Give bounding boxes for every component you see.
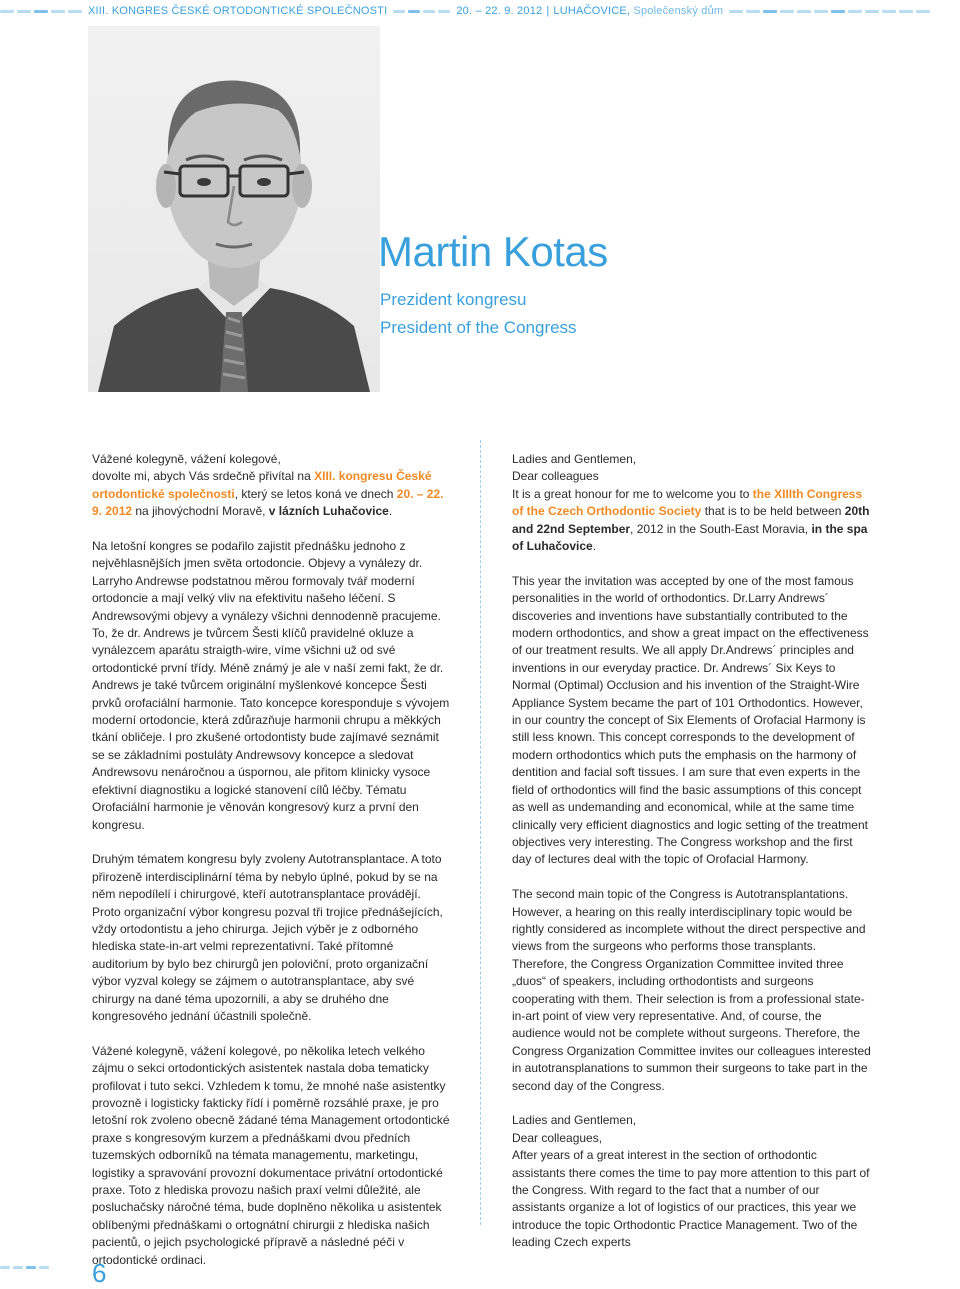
english-salutation-2: Dear colleagues, xyxy=(512,1130,603,1145)
english-congress-location: in the spa of Luhačovice xyxy=(512,521,868,554)
english-greeting-2: Ladies and Gentlemen, xyxy=(512,1113,637,1128)
english-congress-dates: 20th and 22nd September xyxy=(512,504,870,536)
czech-paragraph-assistants: Vážené kolegyně, vážení kolegové, po několika letech velkého zájmu o sekci ortodontických asistentek nastala doba tematicky profilovat i tuto sekci. Vzhledem k tomu, že mnohé naše asistentky provozně i logisticky fakticky řídí i poměrně rozsáhlé praxe, je pro letošní rok zvoleno obecně žádané téma Management ortodontické praxe s kongresovým kurzem a přednáškami dvou předních tuzemských odborníků na témata managementu, marketingu, logistiky a spravování provozní dokumentace privátní ortodontické praxe. Toto z hlediska provozu našich praxí velmi důležité, ale posluchačsky náročné téma, bude doplněno několika u asistentek oblíbenými přednáškami o ortognátní chirurgii z hlediska našich pacientů, o jejich psychologické přípravě a následné péči v ortodontické ordinaci. xyxy=(92,1043,450,1267)
english-paragraph-autotransplant: The second main topic of the Congress is Autotransplantations. However, a hearing on this really interdisciplinary topic would be rightly considered as incomplete without the direct perspective and views from the surgeons who performs those transplants. Therefore, the Congress Organization Committee invited three „duos“ of speakers, including orthodontists and surgeons cooperating with them. Their selection is from a professional state-in-art point of view very representative. And, of course, the audience would not be complete without surgeons. Therefore, the Congress Organization Committee invites our colleagues interested in autotransplanations to summon their surgeons to take part in the second day of the Congress. xyxy=(512,887,871,1093)
english-welcome-period: . xyxy=(592,539,597,554)
czech-welcome-text: dovolte mi, abych Vás srdečně přivítal na xyxy=(92,469,315,484)
czech-greeting: Vážené kolegyně, vážení kolegové, xyxy=(92,452,281,466)
header-venue: Společenský dům xyxy=(633,5,724,17)
czech-congress-name: XIII. kongresu České ortodontické společnosti xyxy=(92,469,432,501)
page-number: 6 xyxy=(92,1258,107,1288)
english-welcome-text-2: that is to be held between xyxy=(701,504,845,519)
header-city: LUHAČOVICE, xyxy=(553,5,631,17)
czech-text-column xyxy=(92,451,450,1269)
footer-dashes xyxy=(0,1266,49,1269)
english-welcome-text: It is a great honour for me to welcome you to xyxy=(512,486,753,501)
czech-welcome-text-3: na jihovýchodní Moravě, xyxy=(132,504,269,519)
header-event-title xyxy=(82,5,393,17)
english-text-column xyxy=(512,451,872,1252)
header-event: XIII. KONGRES ČESKÉ ORTODONTICKÉ SPOLEČNOSTI xyxy=(88,5,388,17)
english-greeting: Ladies and Gentlemen, xyxy=(512,452,637,466)
footer-decoration xyxy=(0,1266,49,1269)
portrait-photo xyxy=(88,26,380,392)
czech-paragraph-andrews: Na letošní kongres se podařilo zajistit přednášku jednoho z nejvěhlasnějších jmen světa ortodoncie. Objevy a vynálezy dr. Larryho Andrewse podstatnou měrou formovaly tvář moderní ortodoncie a mají velký vliv na efektivitu našeho léčení. S Andrewsovými objevy a vynálezy všichni dennodenně pracujeme. To, že dr. Andrews je tvůrcem Šesti klíčů pravidelné okluze a vynálezcem aparátu straigth-wire, víme všichni už od své ortodontické první třídy. Méně známý je ale v naší zemi fakt, že dr. Andrews je také tvůrcem originální myšlenkové koncepce Šesti prvků orofaciální harmonie. Tato koncepce koresponduje s vývojem moderní ortodoncie, která zdůrazňuje harmonii chrupu a měkkých tkání obličeje. I pro zkušené ortodontisty bude zajímavé seznámit se se základními postuláty Andrewsovy koncepce a sledovat Andrewsovu nenáročnou a úspornou, ale přitom klinicky vysoce efektivní diagnostiku a logické stanovení cílů léčby. Tématu Orofaciální harmonie je věnován kongresový kurz a první den kongresu. xyxy=(92,539,450,832)
header-dates: 20. – 22. 9. 2012 xyxy=(456,5,543,17)
czech-congress-dates: 20. – 22. 9. 2012 xyxy=(92,486,444,519)
person-role-english: President of the Congress xyxy=(380,318,577,337)
header-decoration-right xyxy=(729,10,930,13)
english-congress-name: the XIIIth Congress of the Czech Orthodontic Society xyxy=(512,486,863,519)
english-salutation: Dear colleagues xyxy=(512,469,599,484)
column-divider xyxy=(480,440,481,1225)
english-paragraph-andrews: This year the invitation was accepted by one of the most famous personalities in the world of orthodontics. Dr.Larry Andrews´ discoveries and inventions have substantially contributed to the modern orthodontics, and show a great impact on the effectiveness of our treatment results. We all apply Dr.Andrews´ principles and inventions in our everyday practice. Dr. Andrews´ Six Keys to Normal (Optimal) Occlusion and his invention of the Straight-Wire Appliance System became the part of 101 Orthodontics. However, in our country the concept of Six Elements of Orofacial Harmony is still less known. This concept corresponds to the development of modern orthodontics which puts the emphasis on the harmony of dentition and facial soft tissues. I am sure that even experts in the field of orthodontics will find the basic assumptions of this concept as well as undemanding and economical, while at the same time clinically very efficient diagnostics and logic setting of the treatment objectives very interesting. The Congress workshop and the first day of lectures deal with the topic of Orofacial Harmony. xyxy=(512,573,869,867)
page-header xyxy=(0,0,960,22)
header-decoration-mid xyxy=(393,10,450,13)
english-welcome-text-3: , 2012 in the South-East Moravia, xyxy=(630,521,812,536)
english-paragraph-assistants xyxy=(512,1112,872,1251)
czech-welcome-text-2: , který se letos koná ve dnech xyxy=(234,486,397,501)
czech-paragraph-welcome xyxy=(92,451,450,521)
czech-paragraph-autotransplant: Druhým tématem kongresu byly zvoleny Autotransplantace. A toto přirozeně interdisciplinární téma by nebylo úplné, pokud by se na něm nepodílelí i chirurgové, kteří autotransplantace provádějí. Proto organizační výbor kongresu pozval tři trojice přednášejících, vždy ortodontistu a jeho chirurga. Jejich výběr je z odborného hlediska state-in-art velmi reprezentativní. Také přítomné auditorium by bylo bez chirurgů jen poloviční, proto organizační výbor vyzval kolegy se zájmem o autotransplantace, aby své chirurgy na dané téma upozornili, a aby se druhého dne kongresového jednání účastnili společně. xyxy=(92,852,443,1023)
portrait-illustration xyxy=(88,26,380,392)
english-paragraph-welcome xyxy=(512,451,872,555)
czech-congress-location: v lázních Luhačovice xyxy=(268,504,389,519)
header-event-details xyxy=(450,5,729,17)
czech-welcome-period: . xyxy=(388,504,393,519)
english-assistants-text: After years of a great interest in the section of orthodontic assistants there comes the time to pay more attention to this part of the Congress. With regard to the fact that a number of our assistants organize a lot of logistics of our practices, this year we introduce the topic Orthodontic Practice Management. Two of the leading Czech experts xyxy=(512,1148,870,1250)
header-separator: | xyxy=(546,5,550,17)
header-decoration-left xyxy=(0,10,82,13)
person-role-czech: Prezident kongresu xyxy=(380,290,527,309)
person-name: Martin Kotas xyxy=(378,228,608,275)
